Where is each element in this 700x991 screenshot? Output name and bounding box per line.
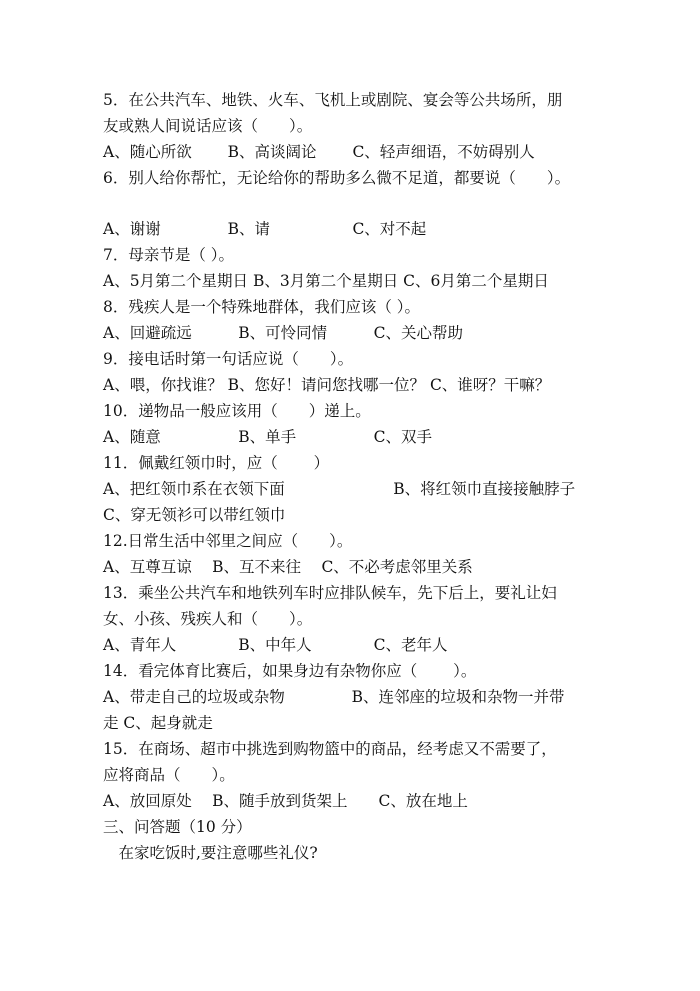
q11-options-line1: A、把红领巾系在衣领下面 B、将红领巾直接接触脖子 <box>103 480 576 498</box>
q6-options: A、谢谢 B、请 C、对不起 <box>103 220 427 238</box>
q15-stem-line1: 15．在商场、超市中挑选到购物篮中的商品，经考虑又不需要了， <box>103 740 557 758</box>
q7-stem: 7．母亲节是（ ）。 <box>103 246 235 264</box>
q5-options: A、随心所欲 B、高谈阔论 C、轻声细语，不妨碍别人 <box>103 143 535 161</box>
q5-stem-line2: 友或熟人间说话应该（ ）。 <box>103 117 313 135</box>
q10-stem: 10．递物品一般应该用（ ）递上。 <box>103 402 371 420</box>
q10-options: A、随意 B、单手 C、双手 <box>103 428 432 446</box>
q9-stem: 9．接电话时第一句话应说（ ）。 <box>103 350 354 368</box>
q8-options: A、回避疏远 B、可怜同情 C、关心帮助 <box>103 324 463 342</box>
q14-options-line2: 走 C、起身就走 <box>103 714 213 732</box>
q13-options: A、青年人 B、中年人 C、老年人 <box>103 636 448 654</box>
q8-stem: 8．残疾人是一个特殊地群体，我们应该（ ）。 <box>103 298 421 316</box>
q12-options: A、互尊互谅 B、互不来往 C、不必考虑邻里关系 <box>103 558 473 576</box>
q14-options-line1: A、带走自己的垃圾或杂物 B、连邻座的垃圾和杂物一并带 <box>103 688 565 706</box>
q6-stem: 6．别人给你帮忙，无论给你的帮助多么微不足道，都要说（ ）。 <box>103 169 571 187</box>
q13-stem-line2: 女、小孩、残疾人和（ ）。 <box>103 610 313 628</box>
q12-stem: 12.日常生活中邻里之间应（ ）。 <box>103 532 353 550</box>
q14-stem: 14．看完体育比赛后，如果身边有杂物你应（ ）。 <box>103 662 477 680</box>
q15-options: A、放回原处 B、随手放到货架上 C、放在地上 <box>103 792 468 810</box>
q11-options-line2: C、穿无领衫可以带红领巾 <box>103 506 286 524</box>
q7-options: A、5月第二个星期日 B、3月第二个星期日 C、6月第二个星期日 <box>103 272 549 290</box>
q9-options: A、喂，你找谁？ B、您好！请问您找哪一位？ C、谁呀？干嘛？ <box>103 376 551 394</box>
essay-question: 在家吃饭时,要注意哪些礼仪? <box>103 844 318 862</box>
q15-stem-line2: 应将商品（ ）。 <box>103 766 235 784</box>
q5-stem-line1: 5．在公共汽车、地铁、火车、飞机上或剧院、宴会等公共场所，朋 <box>103 91 563 109</box>
q11-stem: 11．佩戴红领巾时，应（ ） <box>103 454 330 472</box>
q13-stem-line1: 13．乘坐公共汽车和地铁列车时应排队候车，先下后上，要礼让妇 <box>103 584 557 602</box>
section-three-title: 三、问答题（10 分） <box>103 818 252 836</box>
